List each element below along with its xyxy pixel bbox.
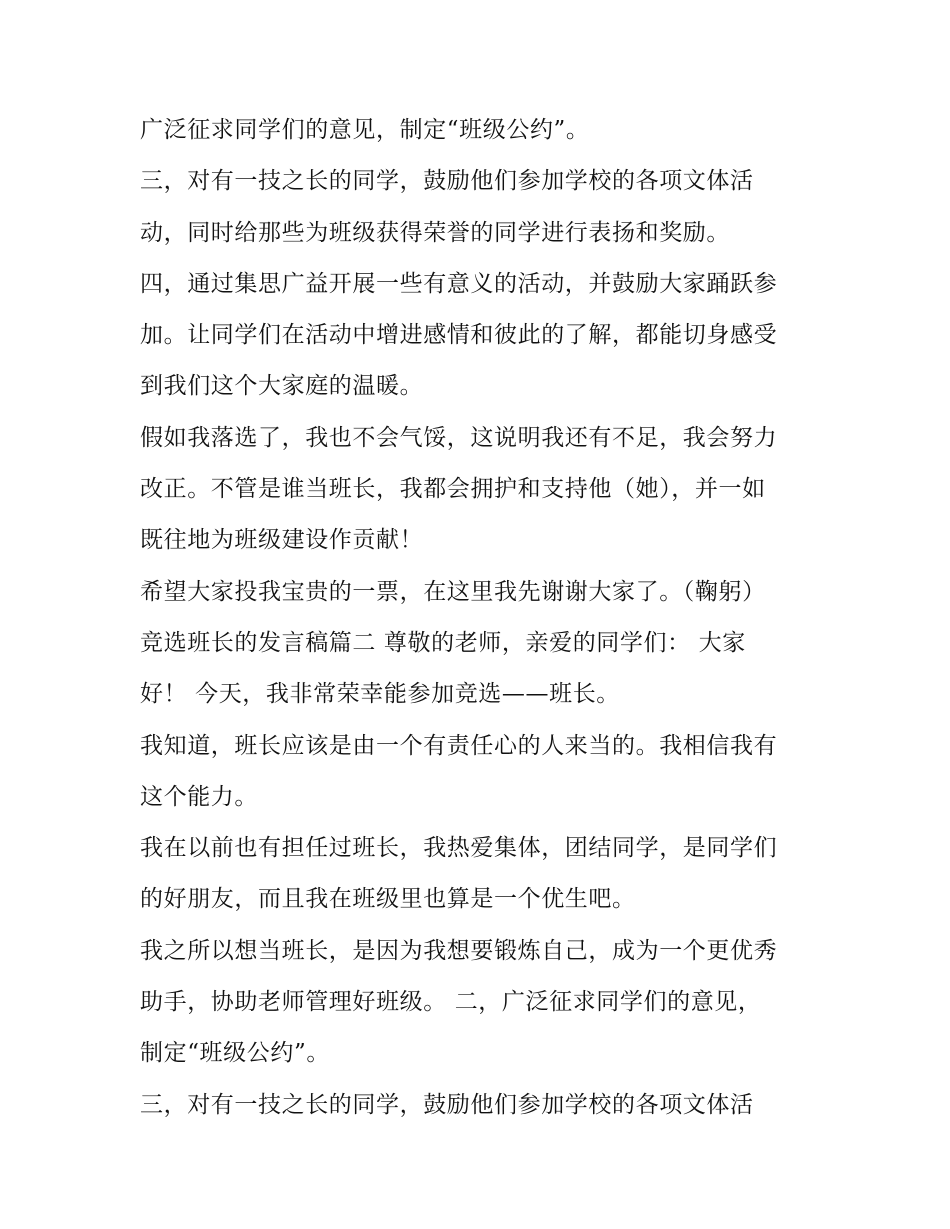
text-line: 三，对有一技之长的同学，鼓励他们参加学校的各项文体活	[140, 168, 754, 195]
text-line: 动，同时给那些为班级获得荣誉的同学进行表扬和奖励。	[140, 219, 730, 246]
text-line: 这个能力。	[140, 783, 258, 810]
text-line: 广泛征求同学们的意见，制定“班级公约”。	[140, 117, 590, 143]
document-body	[140, 105, 830, 1131]
text-line: 改正。不管是谁当班长，我都会拥护和支持他（她），并一如	[140, 476, 766, 503]
text-line: 假如我落选了，我也不会气馁，这说明我还有不足，我会努力	[140, 424, 778, 451]
text-line: 竞选班长的发言稿篇二 尊敬的老师，亲爱的同学们： 大家	[140, 629, 746, 656]
text-line: 希望大家投我宝贵的一票，在这里我先谢谢大家了。（鞠躬）	[140, 578, 766, 605]
text-line: 制定“班级公约”。	[140, 1040, 330, 1067]
text-line: 加。让同学们在活动中增进感情和彼此的了解，都能切身感受	[140, 322, 778, 349]
text-line: 既往地为班级建设作贡献！	[140, 527, 424, 554]
text-line: 好！ 今天，我非常荣幸能参加竞选——班长。	[140, 681, 620, 708]
text-line: 我在以前也有担任过班长，我热爱集体，团结同学，是同学们	[140, 835, 778, 862]
text-line: 助手，协助老师管理好班级。 二，广泛征求同学们的意见，	[140, 989, 762, 1016]
text-line: 四，通过集思广益开展一些有意义的活动，并鼓励大家踊跃参	[140, 270, 778, 297]
text-line: 三，对有一技之长的同学，鼓励他们参加学校的各项文体活	[140, 1091, 754, 1118]
text-line: 的好朋友，而且我在班级里也算是一个优生吧。	[140, 886, 636, 913]
text-line: 我之所以想当班长，是因为我想要锻炼自己，成为一个更优秀	[140, 937, 778, 964]
text-line: 我知道，班长应该是由一个有责任心的人来当的。我相信我有	[140, 732, 778, 759]
text-line: 到我们这个大家庭的温暖。	[140, 373, 424, 400]
